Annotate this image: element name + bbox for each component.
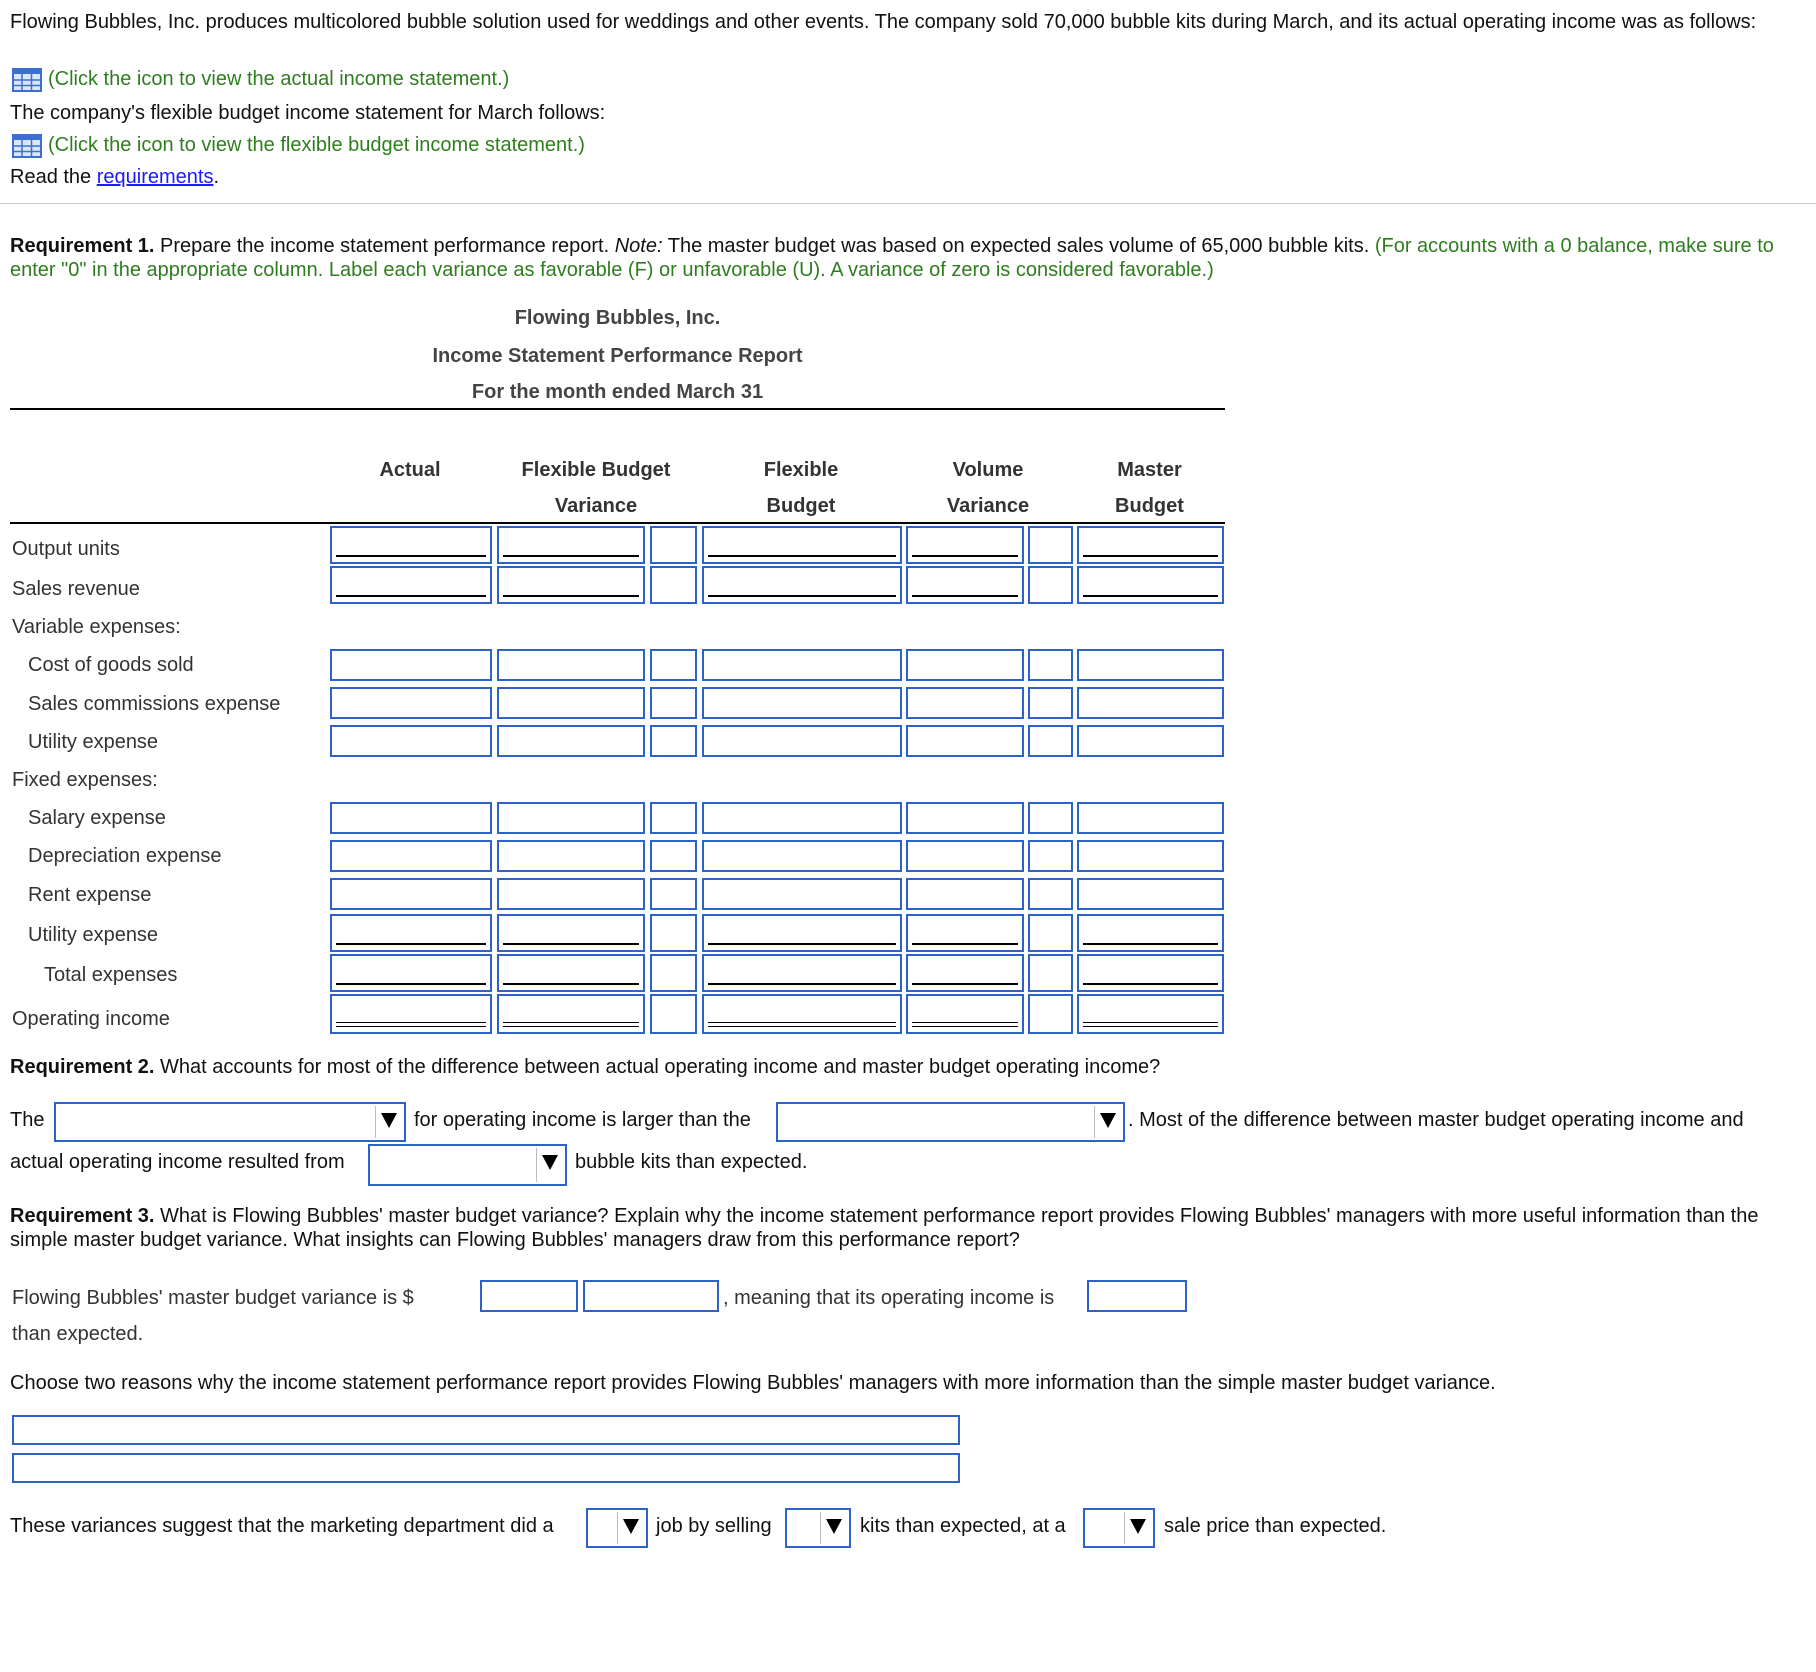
row-sales-commissions: Sales commissions expense <box>28 693 281 715</box>
req2-select-3[interactable] <box>368 1144 567 1186</box>
row-variable-expenses: Variable expenses: <box>12 616 181 638</box>
table-icon[interactable] <box>12 134 42 158</box>
sales-revenue-fb-input[interactable] <box>702 566 902 604</box>
req3-text <box>10 1204 1800 1252</box>
row-fixed-expenses: Fixed expenses: <box>12 769 158 791</box>
row-utility-fixed: Utility expense <box>28 924 159 946</box>
mbv-label-input[interactable] <box>583 1280 719 1312</box>
header-rule <box>10 522 1225 524</box>
underline <box>1083 555 1218 557</box>
req3-s4: sale price than expected. <box>1164 1515 1387 1537</box>
chevron-down-icon <box>617 1512 644 1544</box>
utility-variable-fb-input[interactable] <box>702 725 902 757</box>
utility-variable-vv-input[interactable] <box>906 725 1024 757</box>
cogs-fbv-input[interactable] <box>497 649 645 681</box>
req2-select-1[interactable] <box>54 1102 406 1142</box>
mbv-direction-input[interactable] <box>1087 1280 1187 1312</box>
underline <box>1083 595 1218 597</box>
output-units-vv-input[interactable] <box>906 526 1024 564</box>
salary-fbv-fu-input[interactable] <box>650 802 697 834</box>
req3-heading: Requirement 3. <box>10 1205 155 1227</box>
double-underline <box>912 1022 1018 1023</box>
col-mb-1: Master <box>1117 459 1182 481</box>
cogs-vv-fu-input[interactable] <box>1028 649 1073 681</box>
divider <box>0 203 1816 204</box>
underline <box>336 555 486 557</box>
read-requirements <box>10 166 219 189</box>
mbv-prefix: Flowing Bubbles' master budget variance is $ <box>12 1287 414 1309</box>
col-fb-2: Budget <box>766 495 836 517</box>
req2-heading: Requirement 2. <box>10 1056 155 1078</box>
row-salary: Salary expense <box>28 807 166 829</box>
salary-vv-input[interactable] <box>906 802 1024 834</box>
underline <box>1083 983 1218 985</box>
depreciation-mb-input[interactable] <box>1077 840 1224 872</box>
salary-vv-fu-input[interactable] <box>1028 802 1073 834</box>
rent-mb-input[interactable] <box>1077 878 1224 910</box>
cogs-mb-input[interactable] <box>1077 649 1224 681</box>
output-units-mb-input[interactable] <box>1077 526 1224 564</box>
req2-select-2[interactable] <box>776 1102 1125 1142</box>
depreciation-vv-fu-input[interactable] <box>1028 840 1073 872</box>
sales-revenue-fbv-fu-input[interactable] <box>650 566 697 604</box>
total-expenses-mb-input[interactable] <box>1077 954 1224 992</box>
sales-revenue-fbv-input[interactable] <box>497 566 645 604</box>
sales-revenue-vv-input[interactable] <box>906 566 1024 604</box>
output-units-fbv-fu-input[interactable] <box>650 526 697 564</box>
report-period: For the month ended March 31 <box>471 381 764 403</box>
requirements-link[interactable]: requirements <box>96 166 214 188</box>
output-units-actual-input[interactable] <box>330 526 492 564</box>
req3-s2: job by selling <box>656 1515 772 1537</box>
req3-select-2[interactable] <box>785 1508 851 1548</box>
req1-text <box>10 234 1800 282</box>
cogs-vv-input[interactable] <box>906 649 1024 681</box>
utility-variable-mb-input[interactable] <box>1077 725 1224 757</box>
utility-fixed-mb-input[interactable] <box>1077 914 1224 952</box>
req2-s2: for operating income is larger than the <box>414 1109 751 1131</box>
sales-commissions-vv-input[interactable] <box>906 687 1024 719</box>
col-fb-1: Flexible <box>763 459 839 481</box>
mbv-end: than expected. <box>12 1323 144 1345</box>
req2-question: What accounts for most of the difference between actual operating income and master budget operating income? <box>154 1056 1161 1078</box>
underline <box>912 555 1018 557</box>
underline <box>336 595 486 597</box>
utility-fixed-fbv-input[interactable] <box>497 914 645 952</box>
output-units-fbv-input[interactable] <box>497 526 645 564</box>
operating-income-vv-input[interactable] <box>906 994 1024 1034</box>
double-underline <box>336 1026 486 1027</box>
rent-vv-fu-input[interactable] <box>1028 878 1073 910</box>
chevron-down-icon <box>820 1512 847 1544</box>
row-operating-income: Operating income <box>12 1008 170 1030</box>
mbv-mid: , meaning that its operating income is <box>723 1287 1055 1309</box>
col-fbv-2: Variance <box>554 495 638 517</box>
row-depreciation: Depreciation expense <box>28 845 222 867</box>
cogs-actual-input[interactable] <box>330 649 492 681</box>
req3-s1: These variances suggest that the marketing department did a <box>10 1515 554 1537</box>
underline <box>708 595 896 597</box>
depreciation-vv-input[interactable] <box>906 840 1024 872</box>
row-rent: Rent expense <box>28 884 152 906</box>
req1-instructions: (For accounts with a 0 balance, make sure to enter "0" in the appropriate column. Label each variance as favorable (F) or unfavorable (U). A variance of zero is considered favorable.) <box>10 235 1774 281</box>
read-prefix: Read the <box>10 166 97 188</box>
depreciation-fb-input[interactable] <box>702 840 902 872</box>
req1-body: Prepare the income statement performance report. <box>154 235 615 257</box>
depreciation-fbv-fu-input[interactable] <box>650 840 697 872</box>
operating-income-mb-input[interactable] <box>1077 994 1224 1034</box>
double-underline <box>1083 1022 1218 1023</box>
sales-commissions-fb-input[interactable] <box>702 687 902 719</box>
utility-fixed-fb-input[interactable] <box>702 914 902 952</box>
underline <box>503 983 639 985</box>
double-underline <box>1083 1026 1218 1027</box>
chevron-down-icon <box>1094 1106 1121 1138</box>
rent-fbv-fu-input[interactable] <box>650 878 697 910</box>
col-vv-1: Volume <box>952 459 1024 481</box>
sales-commissions-vv-fu-input[interactable] <box>1028 687 1073 719</box>
double-underline <box>503 1022 639 1023</box>
underline <box>708 983 896 985</box>
sales-commissions-mb-input[interactable] <box>1077 687 1224 719</box>
salary-fbv-input[interactable] <box>497 802 645 834</box>
chevron-down-icon <box>536 1148 563 1182</box>
utility-fixed-vv-input[interactable] <box>906 914 1024 952</box>
utility-variable-fbv-input[interactable] <box>497 725 645 757</box>
report-title: Income Statement Performance Report <box>432 345 803 367</box>
req2-text <box>10 1056 1160 1079</box>
utility-fixed-vv-fu-input[interactable] <box>1028 914 1073 952</box>
req2-s3: . Most of the difference between master budget operating income and <box>1128 1109 1744 1131</box>
operating-income-actual-input[interactable] <box>330 994 492 1034</box>
utility-variable-actual-input[interactable] <box>330 725 492 757</box>
req3-select-1[interactable] <box>586 1508 648 1548</box>
depreciation-fbv-input[interactable] <box>497 840 645 872</box>
underline <box>503 595 639 597</box>
rent-actual-input[interactable] <box>330 878 492 910</box>
row-sales-revenue: Sales revenue <box>12 578 140 600</box>
reason-input-2[interactable] <box>12 1453 960 1483</box>
req2-s4: actual operating income resulted from <box>10 1151 345 1173</box>
rent-vv-input[interactable] <box>906 878 1024 910</box>
report-company: Flowing Bubbles, Inc. <box>514 307 721 329</box>
double-underline <box>336 1022 486 1023</box>
operating-income-vv-fu-input[interactable] <box>1028 994 1073 1034</box>
total-expenses-actual-input[interactable] <box>330 954 492 992</box>
req3-s3: kits than expected, at a <box>860 1515 1066 1537</box>
report-rule <box>10 408 1225 410</box>
underline <box>1083 943 1218 945</box>
req3-select-3[interactable] <box>1083 1508 1155 1548</box>
double-underline <box>912 1026 1018 1027</box>
utility-fixed-fbv-fu-input[interactable] <box>650 914 697 952</box>
row-total-expenses: Total expenses <box>44 964 178 986</box>
operating-income-fbv-fu-input[interactable] <box>650 994 697 1034</box>
col-actual: Actual <box>379 459 441 481</box>
actual-income-link[interactable]: (Click the icon to view the actual income statement.) <box>48 68 510 90</box>
rent-fbv-input[interactable] <box>497 878 645 910</box>
total-expenses-vv-fu-input[interactable] <box>1028 954 1073 992</box>
utility-variable-fbv-fu-input[interactable] <box>650 725 697 757</box>
mbv-amount-input[interactable] <box>480 1280 578 1312</box>
underline <box>708 943 896 945</box>
req3-question: What is Flowing Bubbles' master budget variance? Explain why the income statement performance report provides Flowing Bubbles' managers with more useful information than the simple master budget variance. What insights can Flowing Bubbles' managers draw from this performance report? <box>10 1205 1759 1251</box>
sales-revenue-vv-fu-input[interactable] <box>1028 566 1073 604</box>
req1-note-label: Note: <box>614 235 663 257</box>
sales-commissions-fbv-fu-input[interactable] <box>650 687 697 719</box>
read-suffix: . <box>213 166 220 188</box>
req2-s5: bubble kits than expected. <box>575 1151 808 1173</box>
sales-commissions-actual-input[interactable] <box>330 687 492 719</box>
output-units-fb-input[interactable] <box>702 526 902 564</box>
row-output-units: Output units <box>12 538 120 560</box>
intro-paragraph: Flowing Bubbles, Inc. produces multicolored bubble solution used for weddings and other events. The company sold 70,000 bubble kits during March, and its actual operating income was as follows: <box>10 11 1757 33</box>
underline <box>503 943 639 945</box>
operating-income-fbv-input[interactable] <box>497 994 645 1034</box>
cogs-fbv-fu-input[interactable] <box>650 649 697 681</box>
col-mb-2: Budget <box>1115 495 1184 517</box>
salary-mb-input[interactable] <box>1077 802 1224 834</box>
row-cogs: Cost of goods sold <box>28 654 194 676</box>
utility-variable-vv-fu-input[interactable] <box>1028 725 1073 757</box>
chevron-down-icon <box>1124 1512 1151 1544</box>
col-fbv-1: Flexible Budget <box>521 459 671 481</box>
flexible-budget-link[interactable]: (Click the icon to view the flexible budget income statement.) <box>48 134 585 156</box>
rent-fb-input[interactable] <box>702 878 902 910</box>
underline <box>912 595 1018 597</box>
flex-budget-line: The company's flexible budget income statement for March follows: <box>10 102 606 124</box>
req1-note: The master budget was based on expected sales volume of 65,000 bubble kits. <box>662 235 1375 257</box>
double-underline <box>708 1026 896 1027</box>
col-vv-2: Variance <box>946 495 1030 517</box>
underline <box>503 555 639 557</box>
cogs-fb-input[interactable] <box>702 649 902 681</box>
total-expenses-fb-input[interactable] <box>702 954 902 992</box>
salary-fb-input[interactable] <box>702 802 902 834</box>
utility-fixed-actual-input[interactable] <box>330 914 492 952</box>
underline <box>912 943 1018 945</box>
depreciation-actual-input[interactable] <box>330 840 492 872</box>
total-expenses-fbv-fu-input[interactable] <box>650 954 697 992</box>
total-expenses-fbv-input[interactable] <box>497 954 645 992</box>
sales-revenue-actual-input[interactable] <box>330 566 492 604</box>
reason-input-1[interactable] <box>12 1415 960 1445</box>
underline <box>912 983 1018 985</box>
total-expenses-vv-input[interactable] <box>906 954 1024 992</box>
salary-actual-input[interactable] <box>330 802 492 834</box>
underline <box>336 943 486 945</box>
sales-commissions-fbv-input[interactable] <box>497 687 645 719</box>
operating-income-fb-input[interactable] <box>702 994 902 1034</box>
req1-heading: Requirement 1. <box>10 235 155 257</box>
double-underline <box>503 1026 639 1027</box>
sales-revenue-mb-input[interactable] <box>1077 566 1224 604</box>
choose-reasons: Choose two reasons why the income statement performance report provides Flowing Bubbles' managers with more information than the simple master budget variance. <box>10 1372 1496 1394</box>
chevron-down-icon <box>375 1106 402 1138</box>
underline <box>336 983 486 985</box>
underline <box>708 555 896 557</box>
double-underline <box>708 1022 896 1023</box>
row-utility-variable: Utility expense <box>28 731 159 753</box>
req2-s1: The <box>10 1109 45 1131</box>
output-units-vv-fu-input[interactable] <box>1028 526 1073 564</box>
table-icon[interactable] <box>12 68 42 92</box>
